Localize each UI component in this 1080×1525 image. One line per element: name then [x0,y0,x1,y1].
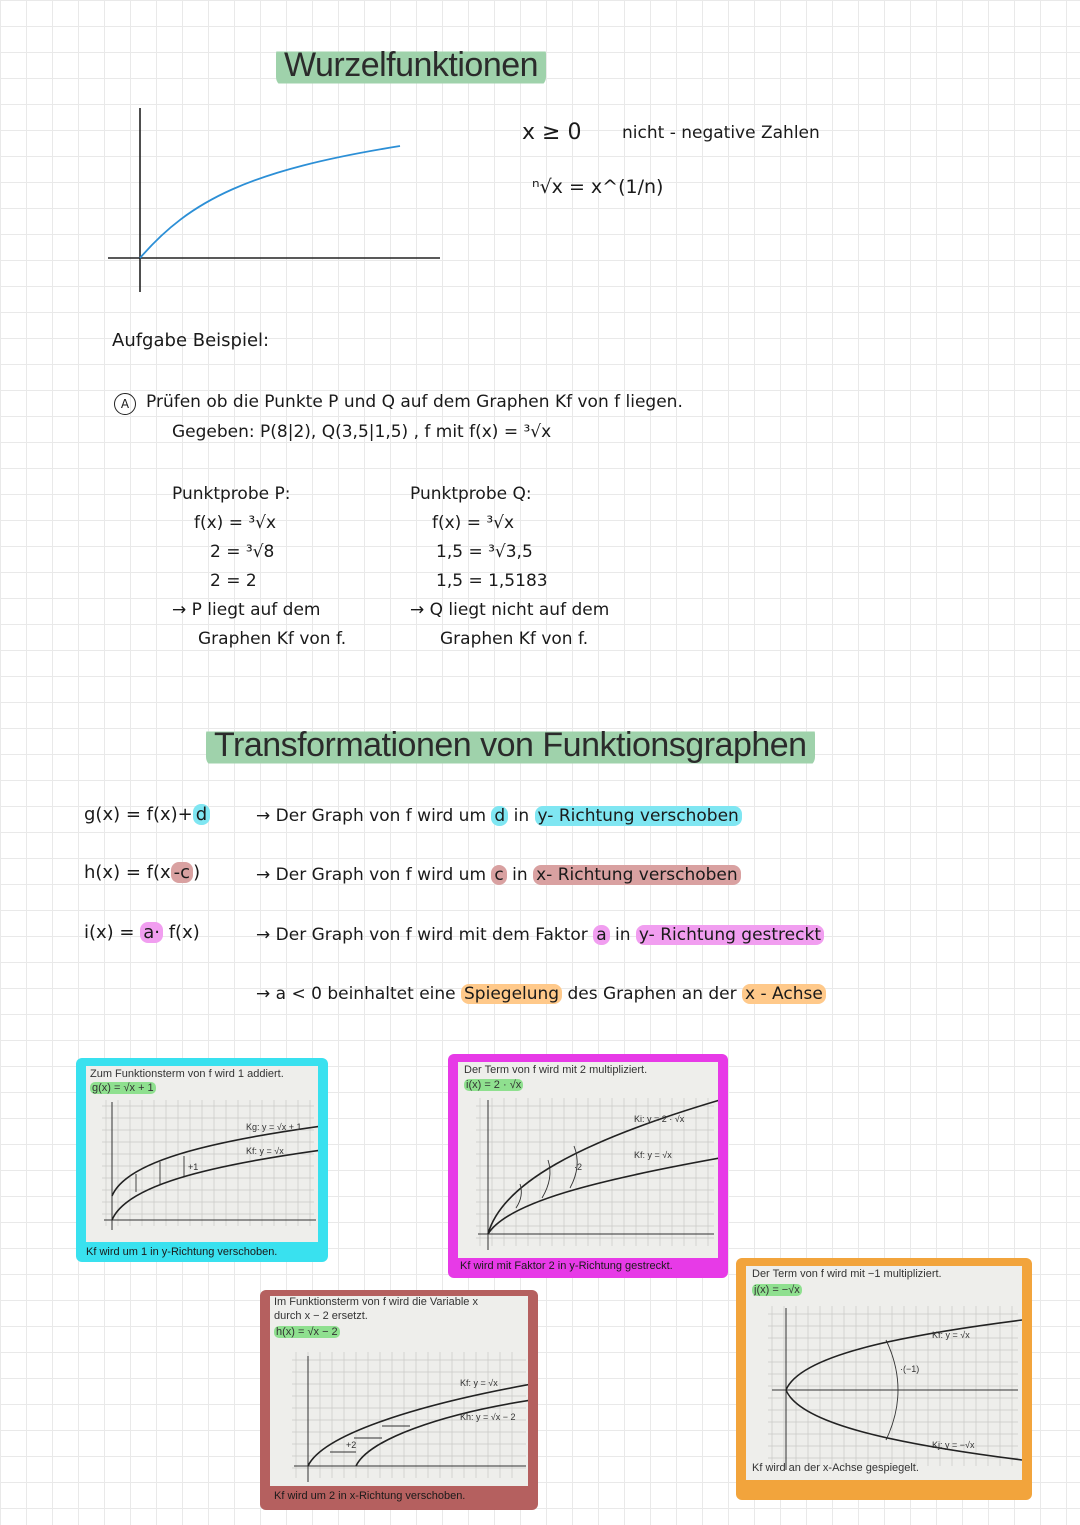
rule-formula-i-a: i(x) = [84,922,141,943]
rule-h-t1: → Der Graph von f wird um [256,865,492,885]
photo-mul-bottom-text: Kf wird mit Faktor 2 in y-Richtung gestreckt. [460,1260,673,1272]
root-power-formula: ⁿ√x = x^(1/n) [532,176,664,198]
task-text: Prüfen ob die Punkte P und Q auf dem Graphen Kf von f liegen. [146,392,683,412]
q-line-5: Graphen Kf von f. [440,629,589,649]
rule-h-hl2: x- Richtung verschoben [533,865,741,885]
photo-sub-shift: +2 [346,1440,357,1450]
rule-g-t1: → Der Graph von f wird um [256,806,492,826]
rule-text-g [256,806,742,826]
rule-g-hl2: y- Richtung verschoben [535,806,742,826]
photo-neg-label-g: Kj: y = −√x [932,1440,975,1450]
rule4-hl1: Spiegelung [461,984,562,1004]
rule4-t2: des Graphen an der [562,984,743,1004]
point-test-q-heading: Punktprobe Q: [410,484,532,504]
photo-mul [458,1062,718,1258]
rule-formula-h-hl: -c [171,862,193,883]
photo-neg-caption: Der Term von f wird mit −1 multipliziert. [752,1268,942,1280]
rule-i-hl1: a [593,925,609,945]
point-test-p-heading: Punktprobe P: [172,484,291,504]
rule4-hl2: x - Achse [742,984,826,1004]
rule-g-t2: in [508,806,535,826]
rule-formula-i-hl: a· [140,922,163,943]
photo-add-label-g: Kg: y = √x + 1 [246,1122,302,1132]
section-title-transformations: Transformationen von Funktionsgraphen [206,724,815,767]
q-line-2: 1,5 = ³√3,5 [436,542,533,562]
photo-sub-label-g: Kh: y = √x − 2 [460,1412,516,1422]
p-line-3: 2 = 2 [210,571,257,591]
photo-sub [270,1296,528,1486]
rule-formula-i [84,922,200,943]
photo-sub-caption: Im Funktionsterm von f wird die Variable x [274,1296,478,1308]
rule-text-h [256,865,741,885]
photo-mul-formula-text: i(x) = 2 · √x [466,1079,522,1091]
photo-neg [746,1266,1022,1480]
photo-sub-formula-text: h(x) = √x − 2 [276,1326,338,1338]
rule-h-hl1: c [491,865,506,885]
p-line-2: 2 = ³√8 [210,542,275,562]
rule-formula-g [84,804,210,825]
task-marker: A [114,393,136,415]
photo-neg-formula-text: j(x) = −√x [754,1284,800,1296]
rule-i-t1: → Der Graph von f wird mit dem Faktor [256,925,594,945]
photo-add-caption: Zum Funktionsterm von f wird 1 addiert. [90,1068,284,1080]
photo-neg-bottom [752,1462,919,1474]
rule-formula-i-b: f(x) [163,922,200,943]
photo-sub-bottom [274,1490,465,1502]
given-text: Gegeben: P(8|2), Q(3,5|1,5) , f mit f(x) = ³√x [172,422,552,442]
photo-mul-label-g: Ki: y = 2 · √x [634,1114,685,1124]
rule-formula-h-b: ) [193,862,201,883]
p-line-4: → P liegt auf dem [172,600,321,620]
point-test-q [410,480,609,654]
domain-condition: x ≥ 0 [522,120,582,145]
rule-i-hl2: y- Richtung gestreckt [636,925,824,945]
q-line-4: → Q liegt nicht auf dem [410,600,610,620]
photo-add-formula-text: g(x) = √x + 1 [92,1082,154,1094]
photo-add-label-f: Kf: y = √x [246,1146,284,1156]
photo-add-shift: +1 [188,1162,199,1172]
photo-neg-shift: ·(−1) [900,1364,920,1374]
photo-sub-caption-2: durch x − 2 ersetzt. [274,1310,368,1322]
point-test-p [172,480,346,654]
rule-text-mirror [256,984,826,1004]
rule4-t1: → a < 0 beinhaltet eine [256,984,462,1004]
photo-neg-label-f: Kf: y = √x [932,1330,970,1340]
photo-neg-bottom-text: Kf wird an der x-Achse gespiegelt. [752,1462,919,1474]
p-line-1: f(x) = ³√x [194,513,277,533]
rule-formula-h [84,862,200,883]
rule-formula-h-a: h(x) = f(x [84,862,171,883]
photo-mul-bottom [460,1260,673,1272]
rule-i-t2: in [609,925,636,945]
photo-add-bottom-text: Kf wird um 1 in y-Richtung verschoben. [86,1246,278,1258]
q-line-1: f(x) = ³√x [432,513,515,533]
photo-sub-bottom-text: Kf wird um 2 in x-Richtung verschoben. [274,1490,466,1502]
rule-g-hl1: d [491,806,508,826]
rule-text-i [256,925,824,945]
photo-add-bottom [86,1246,277,1258]
photo-sub-label-f: Kf: y = √x [460,1378,498,1388]
rule-formula-g-hl: d [193,804,210,825]
rule-h-t2: in [506,865,534,885]
photo-add [86,1066,318,1242]
photo-mul-shift: ·2 [574,1162,583,1172]
example-heading: Aufgabe Beispiel: [112,330,270,351]
root-function-sketch [100,100,450,300]
q-line-3: 1,5 = 1,5183 [436,571,548,591]
rule-formula-g-a: g(x) = f(x)+ [84,804,193,825]
p-line-5: Graphen Kf von f. [198,629,347,649]
photo-mul-label-f: Kf: y = √x [634,1150,672,1160]
page-title: Wurzelfunktionen [276,44,546,87]
photo-mul-caption: Der Term von f wird mit 2 multipliziert. [464,1064,648,1076]
domain-description: nicht - negative Zahlen [622,123,820,143]
